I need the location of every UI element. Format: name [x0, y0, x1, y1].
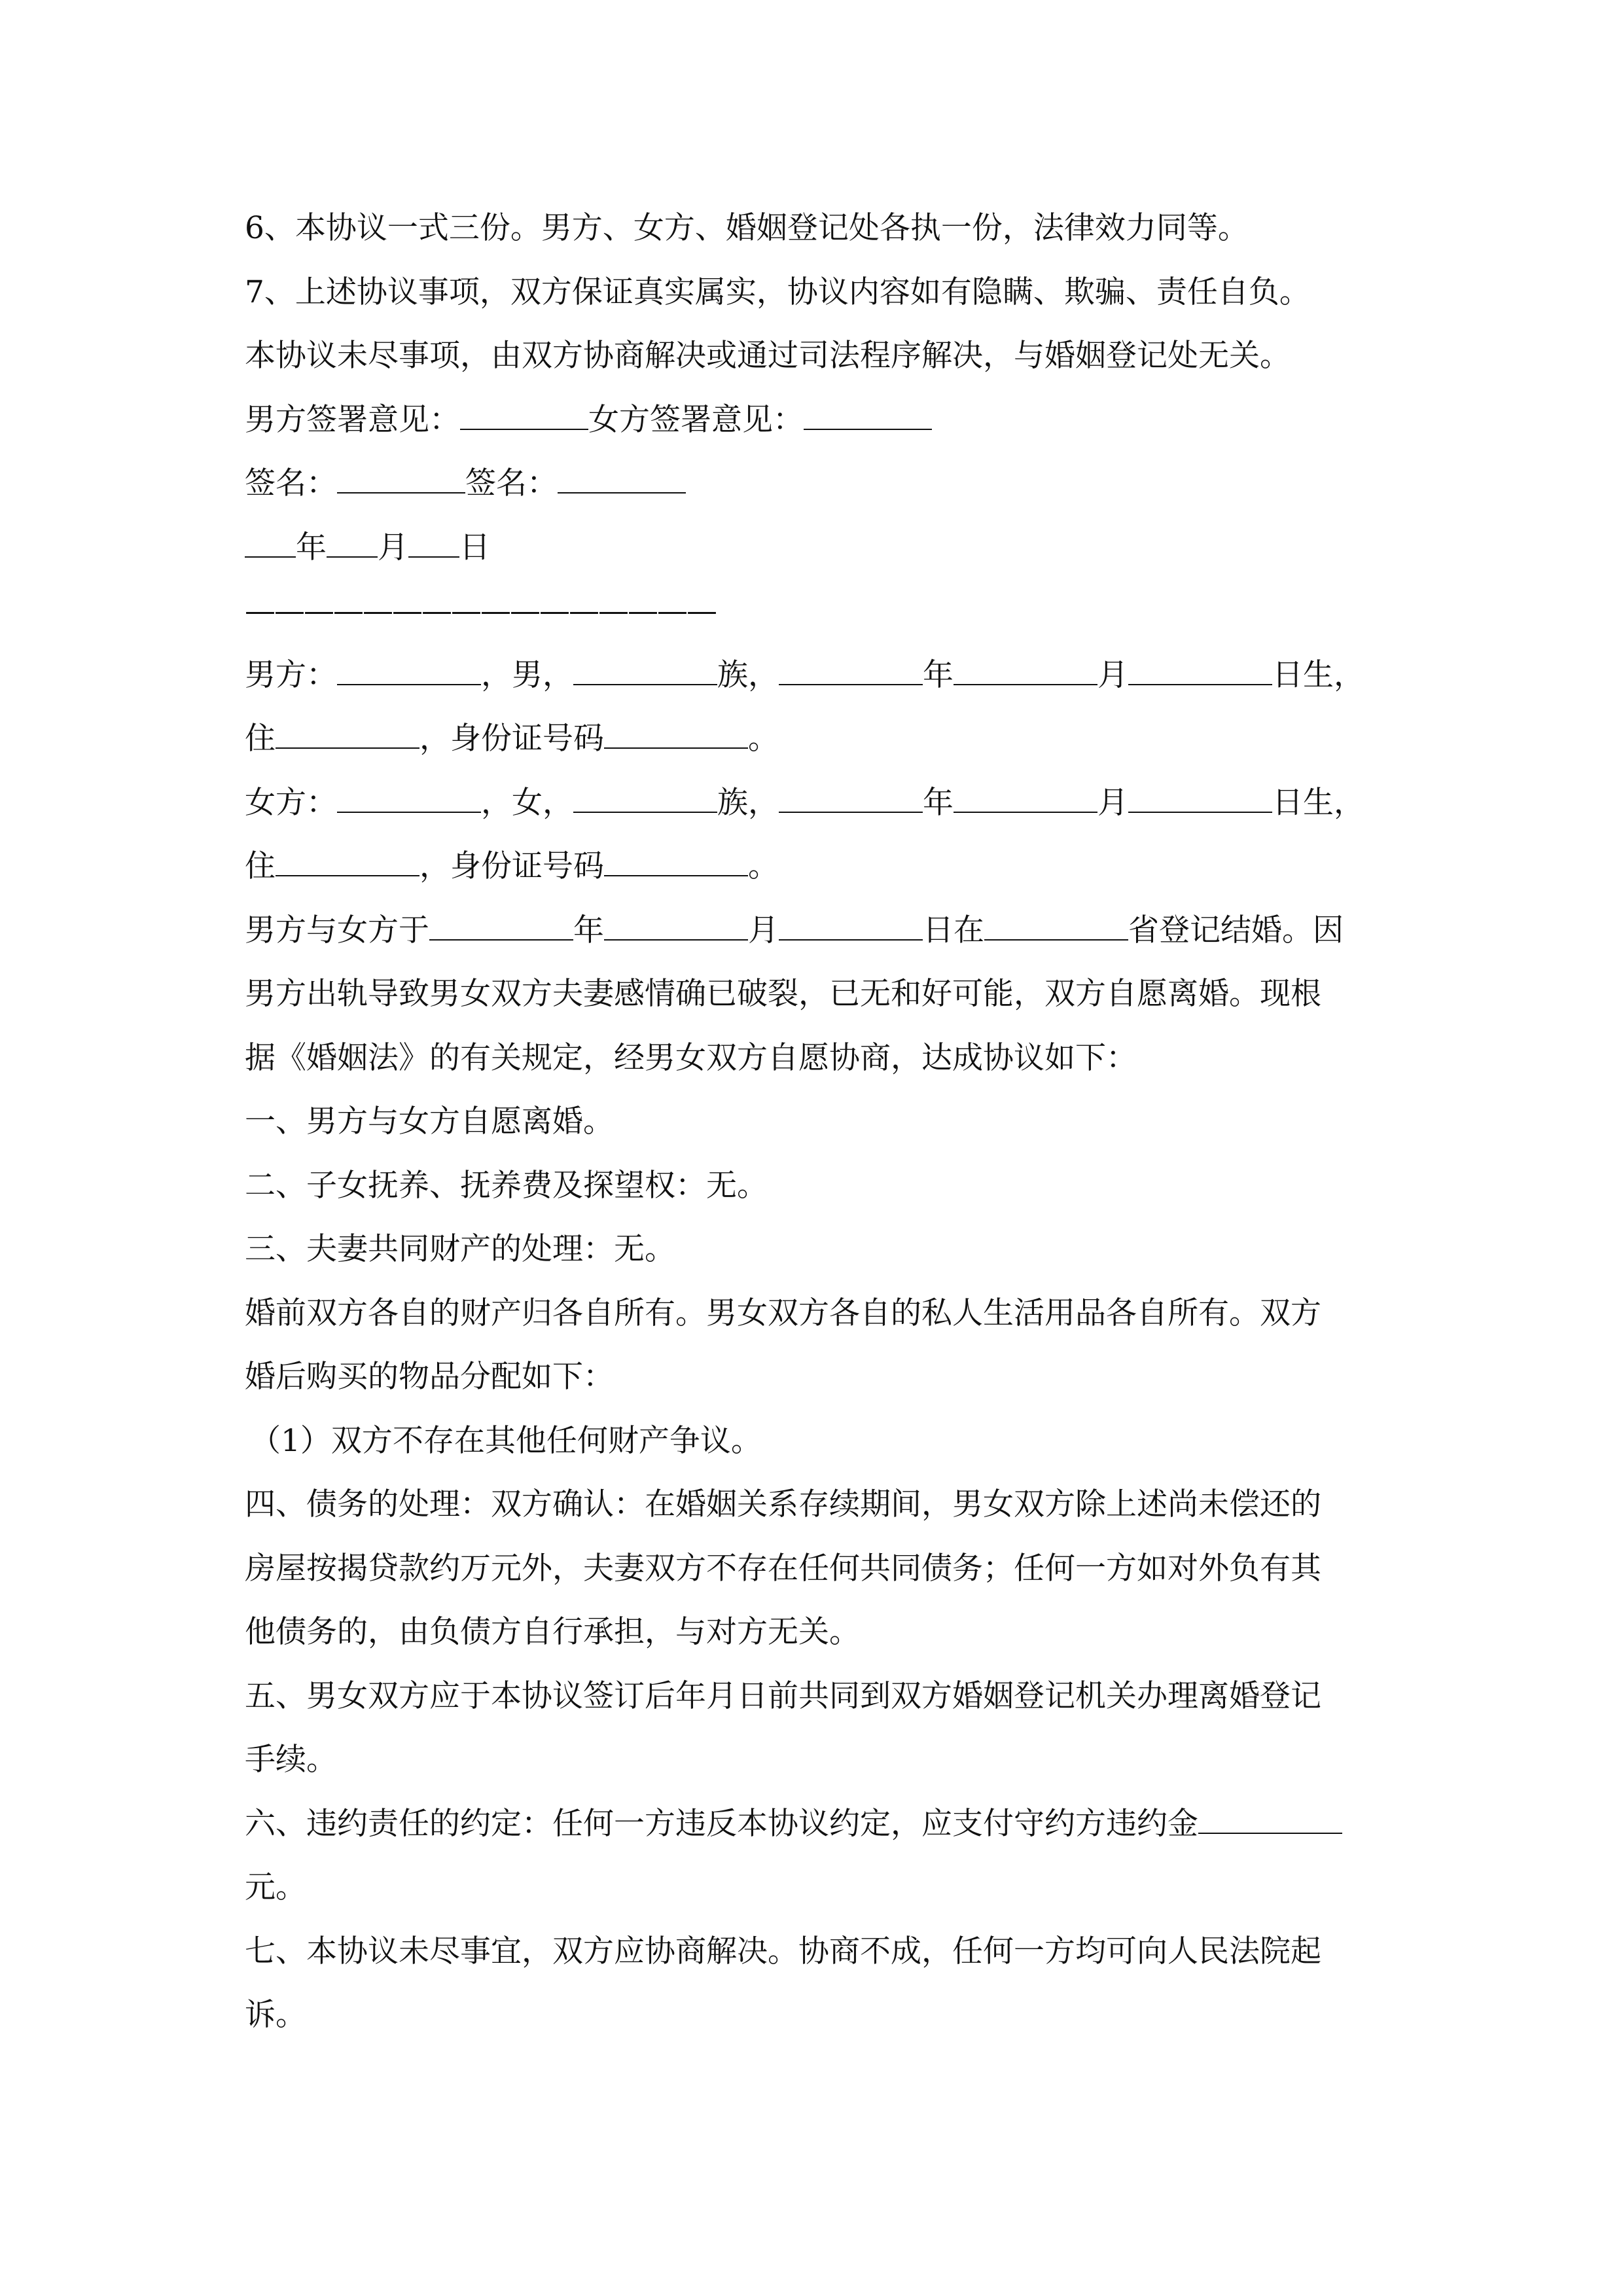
marriage-month-label: 月	[748, 912, 779, 948]
male-label: 男方：	[245, 656, 337, 693]
preamble-line1-end: 省登记结婚。因	[1128, 912, 1344, 948]
day-field[interactable]	[408, 528, 459, 558]
penalty-amount-field[interactable]	[1198, 1804, 1342, 1834]
preamble-line-3: 据《婚姻法》的有关规定，经男女双方自愿协商，达成协议如下：	[245, 1039, 1137, 1076]
female-ethnicity-suffix: 族，	[717, 784, 779, 821]
marriage-day-at-label: 日在	[923, 912, 984, 948]
male-birth-day-field[interactable]	[1128, 655, 1272, 685]
male-id-label: ，身份证号码	[419, 721, 604, 757]
month-label: 月	[378, 529, 408, 565]
female-birth-month-field[interactable]	[954, 783, 1097, 813]
marriage-registration-line	[245, 899, 1383, 963]
female-label: 女方：	[245, 784, 337, 821]
female-end: 。	[748, 848, 779, 884]
marriage-day-field[interactable]	[779, 910, 923, 941]
article-7-line-2: 诉。	[245, 1997, 306, 2033]
male-month-label: 月	[1097, 656, 1128, 693]
date-line	[245, 516, 1383, 580]
male-opinion-label: 男方签署意见：	[245, 401, 460, 438]
female-ethnicity-field[interactable]	[573, 783, 717, 813]
male-address-label: 住	[245, 721, 276, 757]
male-info-line	[245, 643, 1383, 708]
female-birth-year-field[interactable]	[779, 783, 923, 813]
male-sign-label: 签名：	[245, 465, 337, 501]
female-signature-field[interactable]	[558, 463, 686, 493]
article-5-line-1: 五、男女双方应于本协议签订后年月日前共同到双方婚姻登记机关办理离婚登记	[245, 1677, 1321, 1714]
female-id-field[interactable]	[604, 846, 748, 876]
property-line-1: 婚前双方各自的财产归各自所有。男女双方各自的私人生活用品各自所有。双方	[245, 1295, 1321, 1331]
clause-note: 本协议未尽事项，由双方协商解决或通过司法程序解决，与婚姻登记处无关。	[245, 338, 1291, 374]
marriage-province-field[interactable]	[984, 910, 1128, 941]
female-info-line	[245, 771, 1383, 835]
article-2: 二、子女抚养、抚养费及探望权：无。	[245, 1167, 768, 1204]
article-4-line-3: 他债务的，由负债方自行承担，与对方无关。	[245, 1614, 860, 1650]
article-1: 一、男方与女方自愿离婚。	[245, 1103, 614, 1139]
male-id-field[interactable]	[604, 719, 748, 749]
male-birth-suffix: 日生，	[1272, 656, 1364, 693]
year-field[interactable]	[245, 528, 296, 558]
year-label: 年	[296, 529, 327, 565]
day-label: 日	[459, 529, 490, 565]
male-address-field[interactable]	[276, 719, 419, 749]
preamble-line-2: 男方出轨导致男女双方夫妻感情确已破裂，已无和好可能，双方自愿离婚。现根	[245, 976, 1321, 1012]
male-year-label: 年	[923, 656, 954, 693]
female-opinion-field[interactable]	[804, 400, 932, 430]
female-address-field[interactable]	[276, 846, 419, 876]
female-name-field[interactable]	[337, 783, 481, 813]
female-address-label: 住	[245, 848, 276, 884]
male-gender: ，男，	[481, 656, 573, 693]
female-opinion-label: 女方签署意见：	[588, 401, 804, 438]
female-year-label: 年	[923, 784, 954, 821]
preamble-start: 男方与女方于	[245, 912, 429, 948]
property-line-2: 婚后购买的物品分配如下：	[245, 1359, 614, 1395]
female-month-label: 月	[1097, 784, 1128, 821]
property-item-1: （1）双方不存在其他任何财产争议。	[250, 1422, 762, 1459]
male-opinion-field[interactable]	[460, 400, 588, 430]
article-6-text: 六、违约责任的约定：任何一方违反本协议约定，应支付守约方违约金	[245, 1805, 1198, 1842]
female-id-label: ，身份证号码	[419, 848, 604, 884]
male-signature-field[interactable]	[337, 463, 465, 493]
male-birth-month-field[interactable]	[954, 655, 1097, 685]
article-7-line-1: 七、本协议未尽事宜，双方应协商解决。协商不成，任何一方均可向人民法院起	[245, 1933, 1321, 1969]
separator-line: ————————————————	[245, 593, 716, 629]
female-gender: ，女，	[481, 784, 573, 821]
signature-line	[245, 452, 1383, 516]
month-field[interactable]	[327, 528, 378, 558]
article-6-line-1	[245, 1792, 1383, 1856]
male-address-line	[245, 707, 1383, 771]
article-6-line-2: 元。	[245, 1869, 306, 1905]
male-ethnicity-suffix: 族，	[717, 656, 779, 693]
article-3: 三、夫妻共同财产的处理：无。	[245, 1231, 675, 1267]
document-page	[245, 196, 1383, 2047]
male-end: 。	[748, 721, 779, 757]
male-birth-year-field[interactable]	[779, 655, 923, 685]
female-birth-day-field[interactable]	[1128, 783, 1272, 813]
opinion-line	[245, 388, 1383, 452]
marriage-month-field[interactable]	[604, 910, 748, 941]
clause-7: 7、上述协议事项，双方保证真实属实，协议内容如有隐瞒、欺骗、责任自负。	[245, 274, 1310, 310]
clause-6: 6、本协议一式三份。男方、女方、婚姻登记处各执一份，法律效力同等。	[245, 210, 1249, 246]
marriage-year-label: 年	[573, 912, 604, 948]
male-name-field[interactable]	[337, 655, 481, 685]
female-address-line	[245, 834, 1383, 899]
marriage-year-field[interactable]	[429, 910, 573, 941]
article-4-line-1: 四、债务的处理：双方确认：在婚姻关系存续期间，男女双方除上述尚未偿还的	[245, 1486, 1321, 1522]
female-birth-suffix: 日生，	[1272, 784, 1364, 821]
male-ethnicity-field[interactable]	[573, 655, 717, 685]
article-5-line-2: 手续。	[245, 1742, 337, 1778]
article-4-line-2: 房屋按揭贷款约万元外，夫妻双方不存在任何共同债务；任何一方如对外负有其	[245, 1550, 1321, 1587]
female-sign-label: 签名：	[465, 465, 558, 501]
